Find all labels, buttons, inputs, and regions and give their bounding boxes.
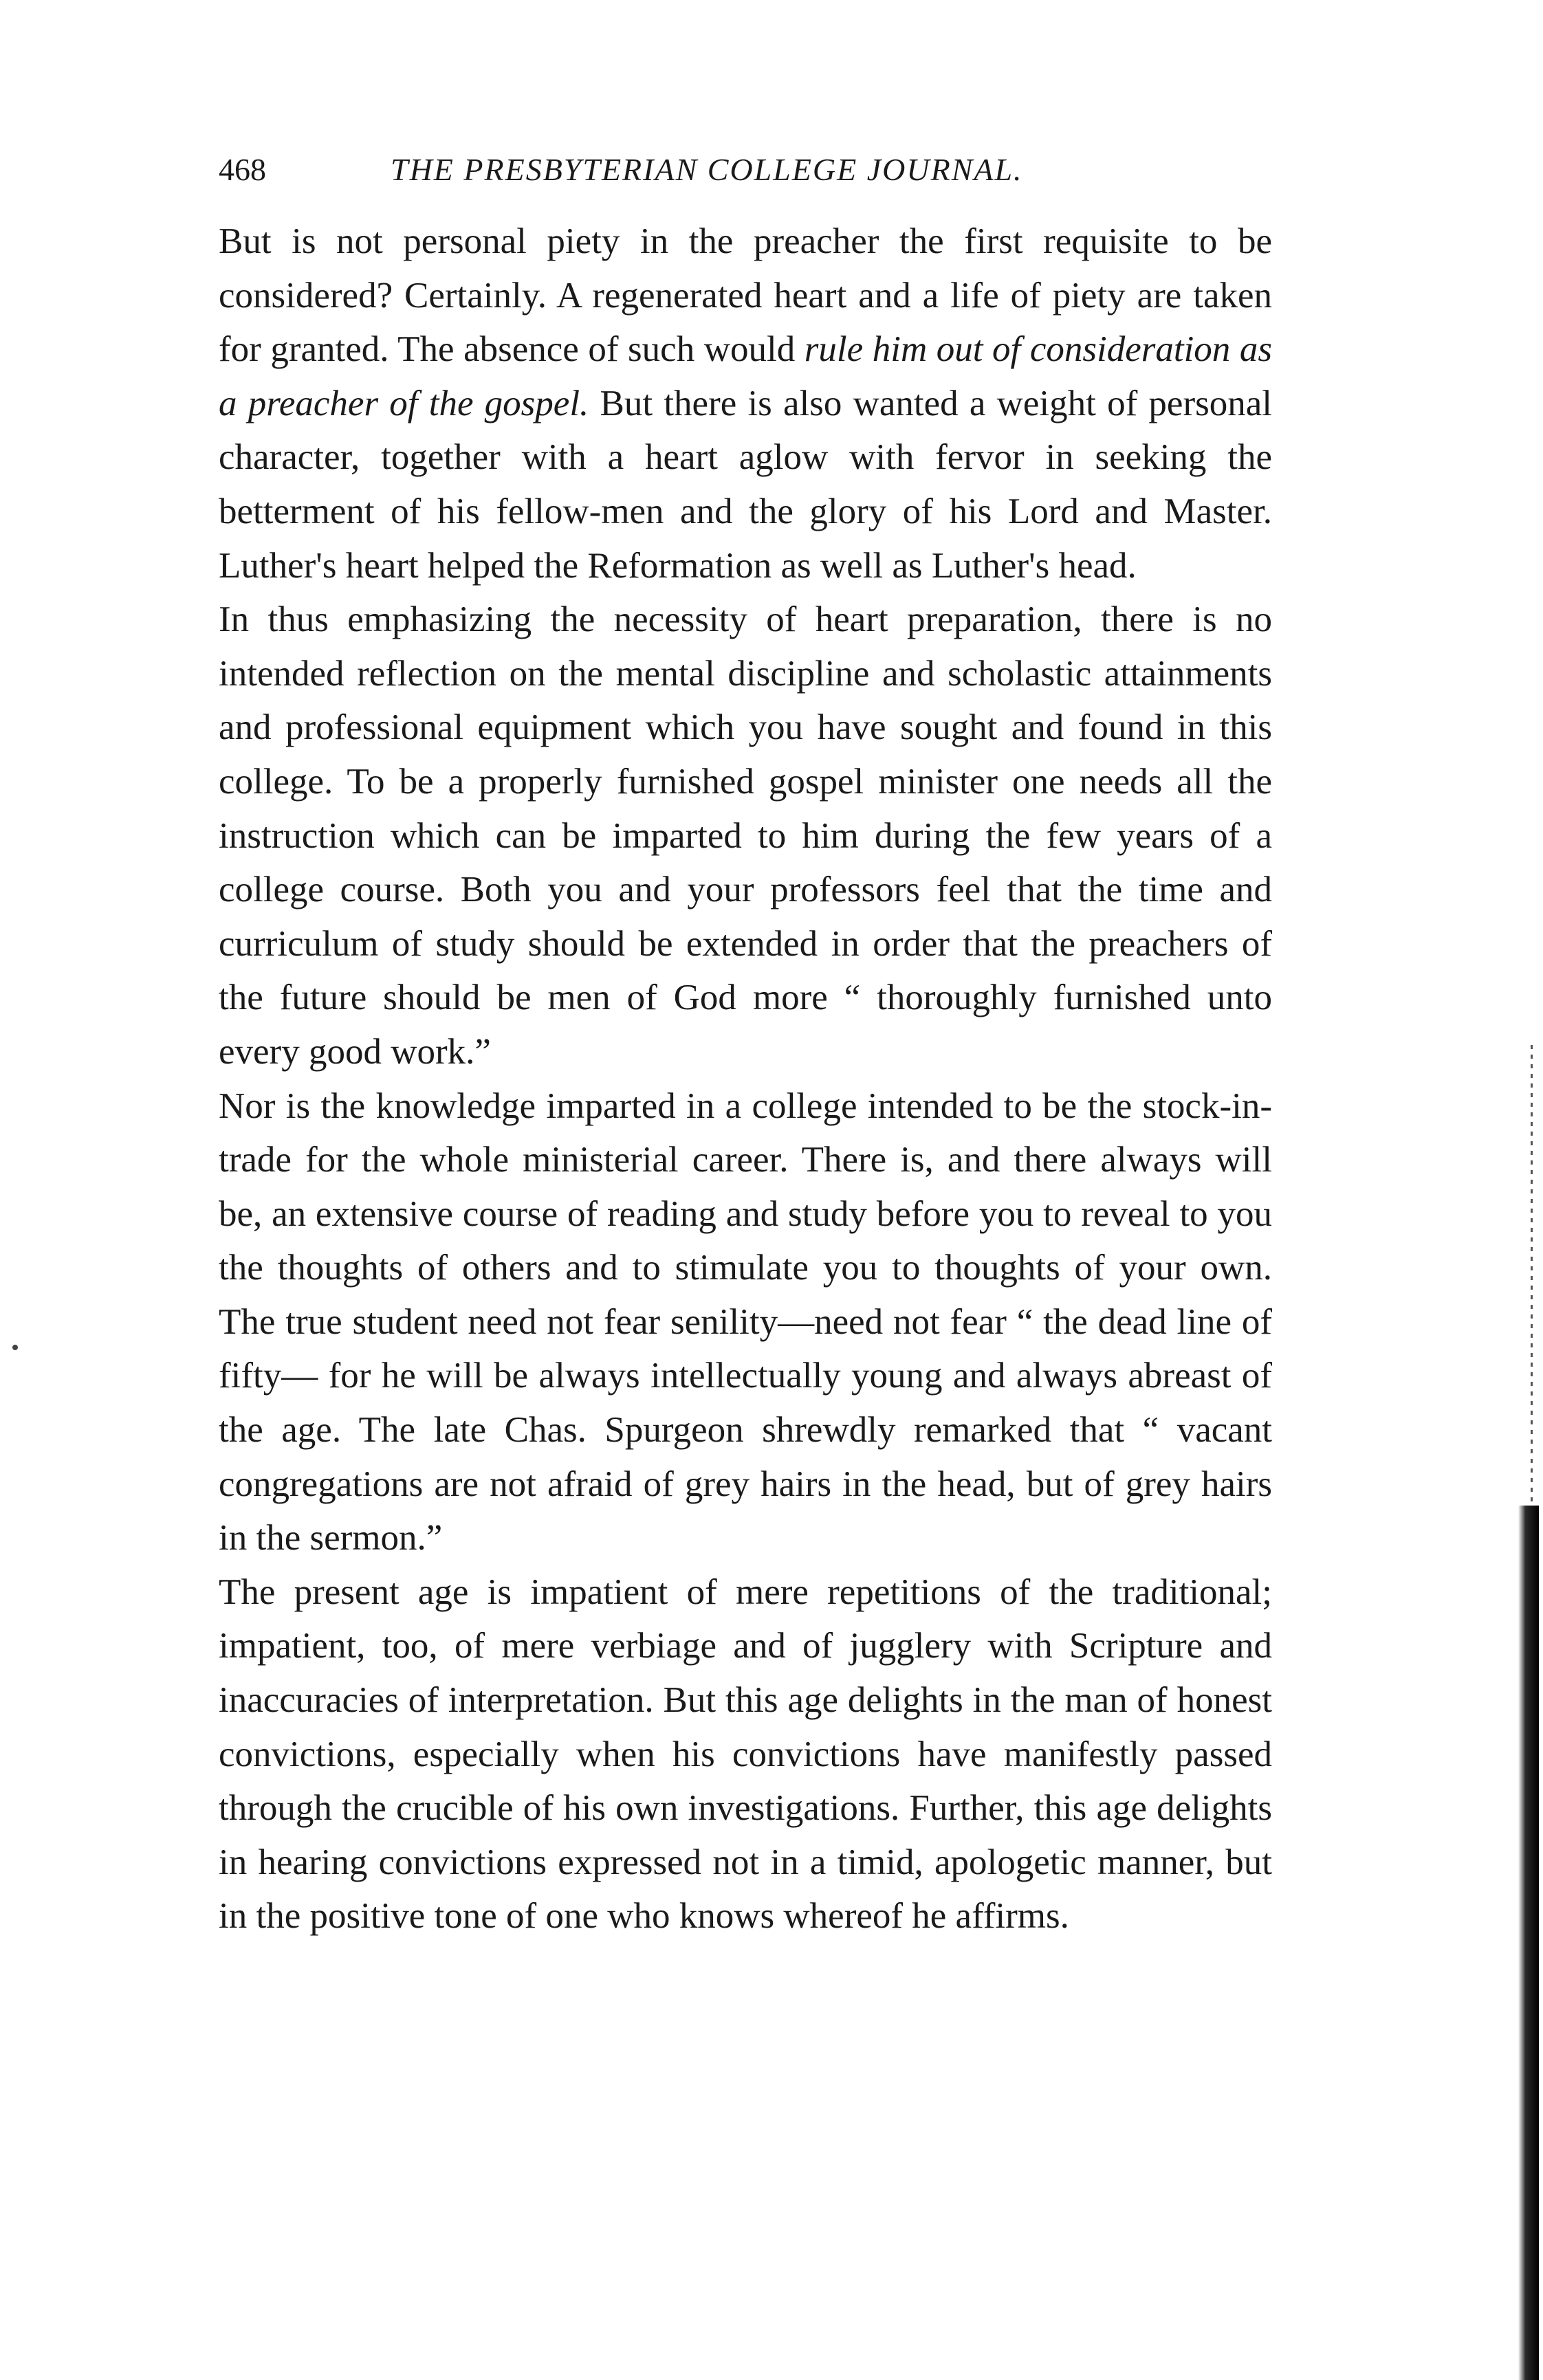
scan-edge-shadow xyxy=(1518,1506,1539,2380)
page-number: 468 xyxy=(219,152,266,187)
paragraph-1-italic: rule him out of consideration as a preacher of the gospel. xyxy=(219,329,1272,423)
paragraph-4: The present age is impatient of mere repetitions of the traditional; impatient, too, of mere verbiage and of jugglery with Scripture and inaccuracies of interpretation. But this age delights in the man of honest convictions, especially when his convictions have manifestly passed through the crucible of his own investigations. Further, this age delights in hearing convictions expressed not in a timid, apologetic manner, but in the positive tone of one who knows whereof he affirms. xyxy=(219,1572,1272,1937)
running-title: THE PRESBYTERIAN COLLEGE JOURNAL. xyxy=(391,152,1023,187)
scan-speck xyxy=(12,1345,18,1350)
paragraph-1-text-b: But there is also wanted a weight of personal character, together with a heart aglow with fervor in seeking the betterment of his fellow-men and the glory of his Lord and Master. Luther's heart helped the Reformation as well as Luther's head. xyxy=(219,383,1272,586)
paragraph-1 xyxy=(219,214,1272,593)
paragraph-3: Nor is the knowledge imparted in a college intended to be the stock-in-trade for the whole ministerial career. There is, and there always will be, an extensive course of reading and study before you to reveal to you the thoughts of others and to stimulate you to thoughts of your own. The true student need not fear senility—need not fear “ the dead line of fifty— for he will be always intellectually young and always abreast of the age. The late Chas. Spurgeon shrewdly remarked that “ vacant congregations are not afraid of grey hairs in the head, but of grey hairs in the sermon.” xyxy=(219,1086,1272,1558)
scan-edge-dotted-line xyxy=(1531,1045,1533,1512)
paragraph-1-text-a: But is not personal piety in the preacher the first requisite to be considered? Certainly. A regenerated heart and a life of piety are taken for granted. The absence of such would xyxy=(219,221,1272,370)
body-text xyxy=(219,214,1272,1943)
page-header xyxy=(219,146,1291,194)
paragraph-2: In thus emphasizing the necessity of heart preparation, there is no intended reflection on the mental discipline and scholastic attainments and professional equipment which you have sought and found in this college. To be a properly furnished gospel minister one needs all the instruction which can be imparted to him during the few years of a college course. Both you and your professors feel that the time and curriculum of study should be extended in order that the preachers of the future should be men of God more “ thoroughly furnished unto every good work.” xyxy=(219,599,1272,1072)
